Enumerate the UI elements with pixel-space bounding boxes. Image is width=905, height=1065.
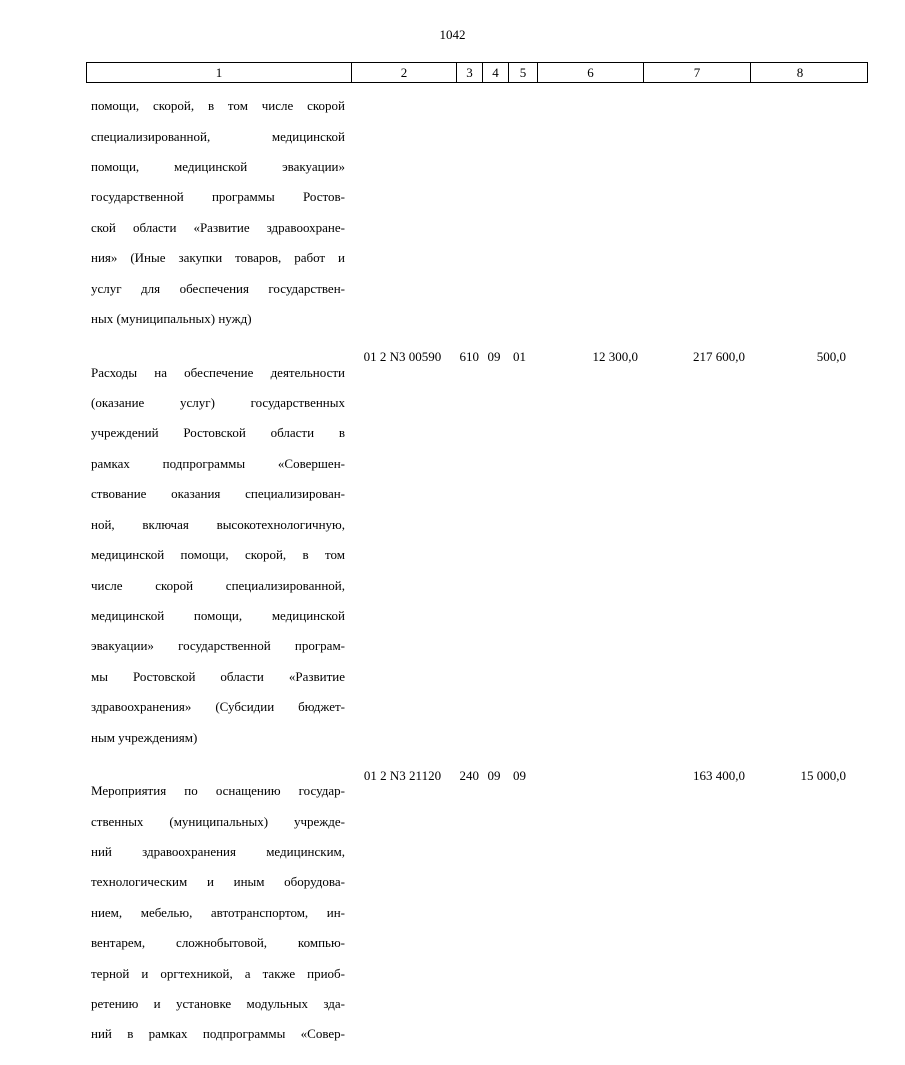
description-line: ственных (муниципальных) учрежде-: [91, 813, 345, 829]
description-line: ным учреждениям): [91, 729, 198, 745]
description-line: вентарем, сложнобытовой, компью-: [91, 935, 345, 951]
header-col-5: 5: [508, 63, 537, 82]
row-pr: 09: [513, 767, 526, 783]
row-value-8: 500,0: [816, 349, 846, 365]
description-line: ний здравоохранения медицинским,: [91, 843, 345, 859]
table-row: [86, 349, 868, 767]
header-col-4: 4: [482, 63, 508, 82]
description-line: государственной программы Ростов-: [91, 189, 345, 205]
row-value-6: 12 300,0: [592, 349, 638, 365]
description-line: (оказание услуг) государственных: [91, 395, 345, 411]
description-line: мы Ростовской области «Развитие: [91, 668, 345, 684]
row-vr: 610: [459, 349, 479, 365]
description-line: технологическим и иным оборудова-: [91, 874, 345, 890]
row-value-7: 163 400,0: [693, 767, 745, 783]
description-line: нием, мебелью, автотранспортом, ин-: [91, 904, 345, 920]
description-line: Расходы на обеспечение деятельности: [91, 364, 345, 380]
description-line: Мероприятия по оснащению государ-: [91, 783, 345, 799]
row-value-8: 15 000,0: [800, 767, 846, 783]
description-line: помощи, медицинской эвакуации»: [91, 159, 345, 175]
description-line: ской области «Развитие здравоохране-: [91, 219, 345, 235]
row-value-7: 217 600,0: [693, 349, 745, 365]
table-body: [86, 83, 868, 1065]
row-description: [86, 349, 350, 767]
description-line: ствование оказания специализирован-: [91, 486, 345, 502]
table-row: [86, 83, 868, 349]
page-number: 1042: [439, 27, 466, 42]
description-line: числе скорой специализированной,: [91, 577, 345, 593]
description-line: терной и оргтехникой, а также приоб-: [91, 965, 345, 981]
row-description: [86, 83, 350, 349]
table-header-row: [86, 62, 868, 83]
header-col-8: 8: [750, 63, 849, 82]
row-code: 01 2 N3 21120: [363, 767, 442, 783]
description-line: ния» (Иные закупки товаров, работ и: [91, 250, 345, 266]
row-rz: 09: [487, 767, 501, 783]
header-col-1: 1: [215, 65, 223, 80]
description-line: ных (муниципальных) нужд): [91, 311, 252, 327]
description-line: помощи, скорой, в том числе скорой: [91, 98, 345, 114]
description-line: услуг для обеспечения государствен-: [91, 280, 345, 296]
description-line: специализированной, медицинской: [91, 128, 345, 144]
header-col-7: 7: [643, 63, 750, 82]
header-col-3: 3: [456, 63, 482, 82]
table-row: [86, 768, 868, 1065]
row-pr: 01: [513, 349, 526, 365]
header-col-2: 2: [351, 63, 456, 82]
description-line: ний в рамках подпрограммы «Совер-: [91, 1026, 345, 1042]
row-description: [86, 768, 350, 1065]
description-line: здравоохранения» (Субсидии бюджет-: [91, 699, 345, 715]
description-line: ретению и установке модульных зда-: [91, 995, 345, 1011]
description-line: медицинской помощи, медицинской: [91, 607, 345, 623]
header-col-6: 6: [537, 63, 643, 82]
row-code: 01 2 N3 00590: [363, 349, 442, 365]
description-line: учреждений Ростовской области в: [91, 425, 345, 441]
description-line: медицинской помощи, скорой, в том: [91, 547, 345, 563]
row-vr: 240: [459, 767, 479, 783]
description-line: ной, включая высокотехнологичную,: [91, 516, 345, 532]
description-line: рамках подпрограммы «Совершен-: [91, 455, 345, 471]
description-line: эвакуации» государственной програм-: [91, 638, 345, 654]
row-rz: 09: [487, 349, 501, 365]
